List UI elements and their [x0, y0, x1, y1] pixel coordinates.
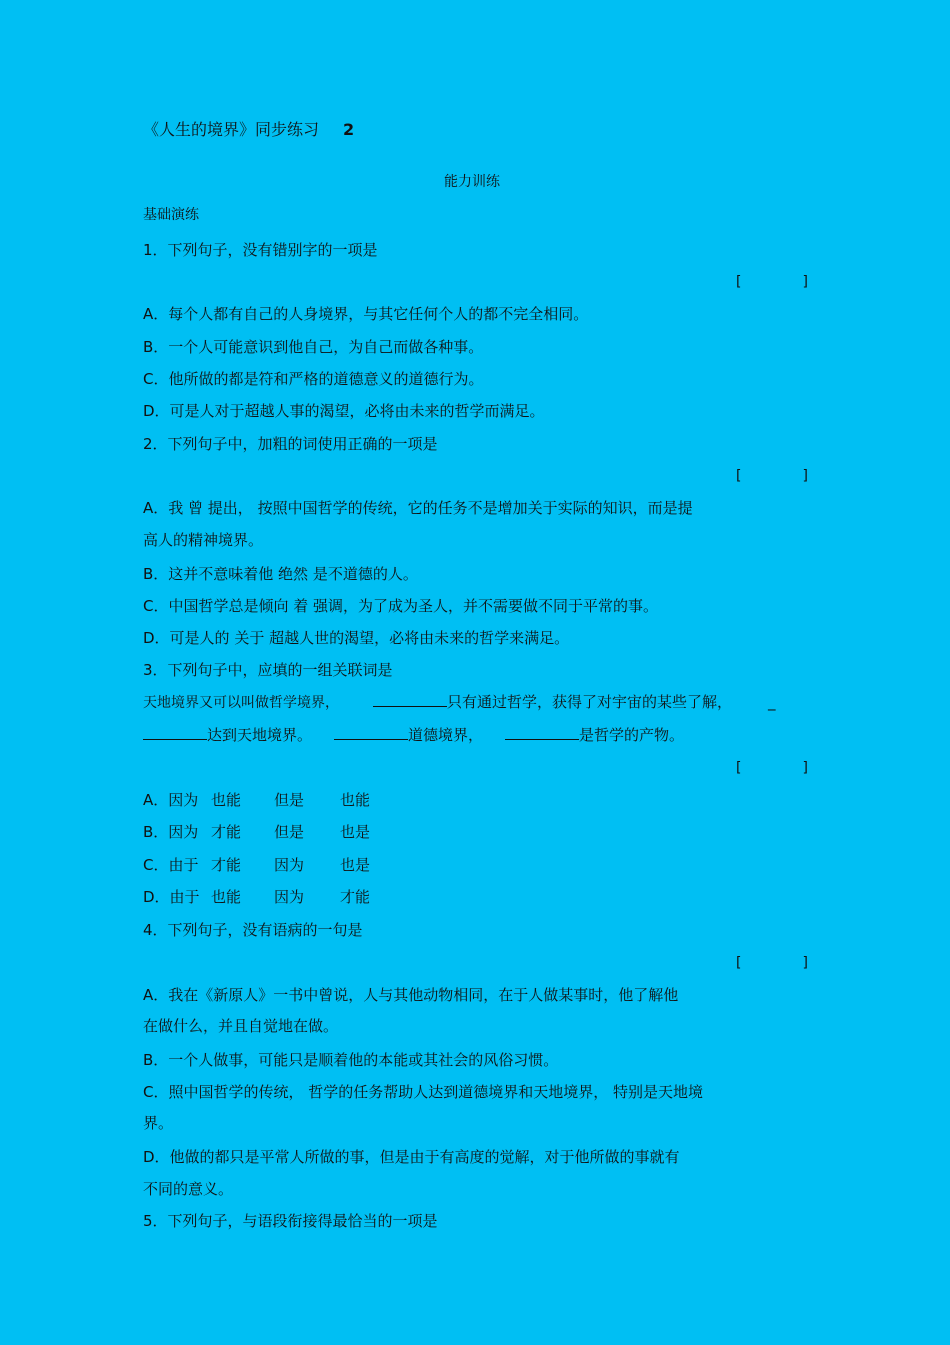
fill-blank-2	[143, 725, 207, 740]
option-cell: C．由于	[143, 856, 199, 874]
q4-option-b: B．一个人做事，可能只是顺着他的本能或其社会的风俗习惯。	[143, 1051, 559, 1069]
q3-passage-text: 只有通过哲学，获得了对宇宙的某些了解，	[447, 693, 733, 711]
option-cell: 因为	[274, 888, 305, 906]
q4-option-d-line1: D．他做的都只是平常人所做的事，但是由于有高度的觉解，对于他所做的事就有	[143, 1148, 680, 1166]
bracket-open: [	[736, 274, 742, 290]
q4-option-c-line1: C．照中国哲学的传统， 哲学的任务帮助人达到道德境界和天地境界， 特别是天地境	[143, 1083, 704, 1101]
option-cell: D．由于	[143, 888, 200, 906]
bracket-close: ]	[802, 468, 808, 484]
fill-blank-1	[373, 692, 447, 707]
bracket-close: ]	[802, 274, 808, 290]
option-cell: 但是	[274, 791, 305, 809]
q3-passage-line1	[143, 692, 776, 713]
question-2-stem: 2．下列句子中，加粗的词使用正确的一项是	[143, 435, 438, 453]
section-heading: 能力训练	[444, 174, 500, 190]
bracket-open: [	[736, 955, 742, 971]
q4-option-a-line1: A．我在《新原人》一书中曾说，人与其他动物相同，在于人做某事时，他了解他	[143, 986, 679, 1004]
question-1-stem: 1．下列句子，没有错别字的一项是	[143, 241, 378, 259]
option-cell: 也是	[340, 856, 371, 874]
q4-option-a-line2: 在做什么，并且自觉地在做。	[143, 1017, 339, 1035]
q1-option-d: D．可是人对于超越人事的渴望，必将由未来的哲学而满足。	[143, 402, 545, 420]
q3-option-b	[143, 822, 370, 842]
doc-title	[143, 120, 354, 140]
option-cell: 也能	[211, 791, 242, 809]
subsection-heading: 基础演练	[143, 207, 199, 223]
fill-blank-3	[334, 725, 408, 740]
bracket-close: ]	[802, 955, 808, 971]
q1-option-c: C．他所做的都是符和严格的道德意义的道德行为。	[143, 370, 484, 388]
q3-passage-line2	[143, 725, 684, 745]
option-cell: B．因为	[143, 823, 199, 841]
fill-blank-4	[505, 725, 579, 740]
q4-option-d-line2: 不同的意义。	[143, 1180, 234, 1198]
option-cell: 也能	[211, 888, 242, 906]
option-cell: 也是	[340, 823, 371, 841]
question-3-stem: 3．下列句子中，应填的一组关联词是	[143, 661, 393, 679]
q1-option-b: B．一个人可能意识到他自己，为自己而做各种事。	[143, 338, 484, 356]
answer-bracket-4	[736, 955, 808, 971]
option-cell: 因为	[274, 856, 305, 874]
q3-passage-text: 道德境界，	[408, 726, 484, 744]
option-cell: 才能	[340, 888, 371, 906]
q2-option-c: C．中国哲学总是倾向 着 强调，为了成为圣人，并不需要做不同于平常的事。	[143, 597, 659, 615]
bracket-close: ]	[802, 760, 808, 776]
q4-option-c-line2: 界。	[143, 1114, 174, 1132]
doc-title-text: 《人生的境界》同步练习	[143, 120, 320, 139]
q3-passage-text: 达到天地境界。	[207, 726, 313, 744]
bracket-open: [	[736, 760, 742, 776]
option-cell: 才能	[211, 823, 242, 841]
option-cell: 才能	[211, 856, 242, 874]
q3-option-a	[143, 790, 370, 810]
q3-option-c	[143, 855, 370, 875]
q2-option-d: D．可是人的 关于 超越人世的渴望，必将由未来的哲学来满足。	[143, 629, 570, 647]
question-4-stem: 4．下列句子，没有语病的一句是	[143, 921, 363, 939]
doc-title-number: 2	[343, 120, 355, 139]
bracket-open: [	[736, 468, 742, 484]
q2-option-a-line2: 高人的精神境界。	[143, 531, 264, 549]
q2-option-a-line1: A．我 曾 提出， 按照中国哲学的传统，它的任务不是增加关于实际的知识，而是提	[143, 499, 693, 517]
q2-option-b: B．这并不意味着他 绝然 是不道德的人。	[143, 565, 418, 583]
answer-bracket-3	[736, 760, 808, 776]
q3-passage-text: 天地境界又可以叫做哲学境界，	[143, 695, 339, 711]
answer-bracket-2	[736, 468, 808, 484]
answer-bracket-1	[736, 274, 808, 290]
q3-option-d	[143, 887, 370, 907]
option-cell: 也能	[340, 791, 371, 809]
question-5-stem: 5．下列句子，与语段衔接得最恰当的一项是	[143, 1212, 438, 1230]
option-cell: A．因为	[143, 791, 199, 809]
q3-passage-text: _	[768, 693, 776, 711]
q1-option-a: A．每个人都有自己的人身境界，与其它任何个人的都不完全相同。	[143, 305, 589, 323]
option-cell: 但是	[274, 823, 305, 841]
q3-passage-text: 是哲学的产物。	[579, 726, 685, 744]
